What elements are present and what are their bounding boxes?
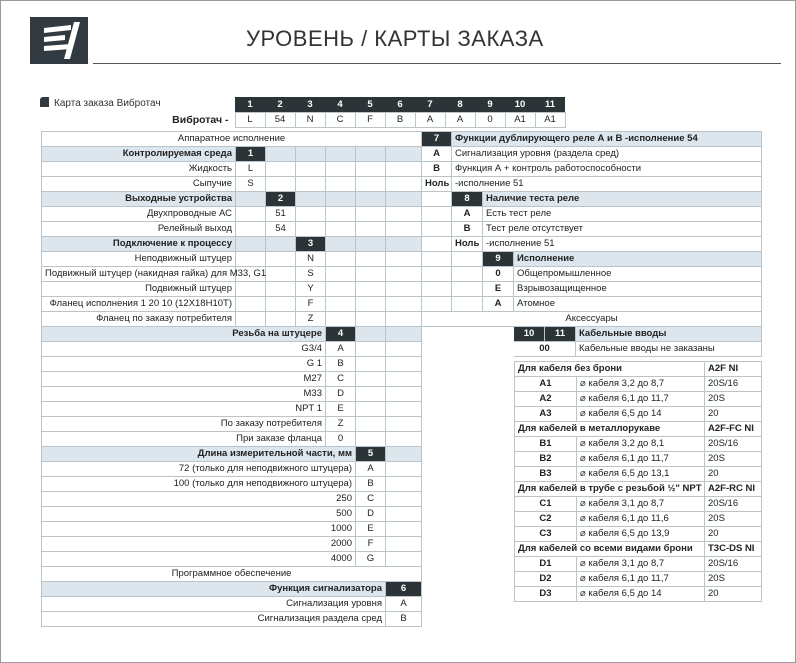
cable-desc [577, 527, 705, 542]
table-row [422, 267, 762, 282]
table-row [515, 377, 762, 392]
option-code: G [356, 552, 386, 567]
option-code: S [296, 267, 326, 282]
header-codes-row [41, 112, 565, 127]
section-header-9 [422, 252, 762, 267]
header-num: 10 [505, 97, 535, 112]
cable-group-header [515, 422, 762, 437]
section-number: 4 [326, 327, 356, 342]
diameter-icon: ⌀ [580, 573, 586, 585]
header-code: B [385, 112, 415, 127]
section-title: Подключение к процессу [42, 237, 236, 252]
diameter-icon: ⌀ [580, 378, 586, 390]
page-title: УРОВЕНЬ / КАРТЫ ЗАКАЗА [246, 26, 544, 51]
table-row [422, 222, 762, 237]
option-code: N [296, 252, 326, 267]
diameter-icon: ⌀ [580, 453, 586, 465]
header-num: 8 [445, 97, 475, 112]
cable-desc-text: кабеля 6,5 до 13,9 [588, 528, 670, 540]
cable-desc [577, 437, 705, 452]
cable-type: 20S [705, 512, 762, 527]
cable-desc-text: кабеля 6,1 до 11,7 [588, 393, 669, 405]
option-label: Тест реле отсутствует [483, 222, 762, 237]
cable-group-model: A2F-RC NI [705, 482, 762, 497]
table-row [42, 297, 422, 312]
option-code: S [236, 177, 266, 192]
cable-code: A2 [515, 392, 577, 407]
hardware-table [41, 131, 422, 627]
cable-group-label: Для кабеля без брони [515, 362, 705, 377]
cable-code: A3 [515, 407, 577, 422]
option-label: Релейный выход [42, 222, 236, 237]
table-row [42, 462, 422, 477]
cable-desc [577, 377, 705, 392]
table-row [42, 372, 422, 387]
section-number: 7 [422, 132, 452, 147]
diameter-icon: ⌀ [580, 393, 586, 405]
option-label: G 1 [42, 357, 326, 372]
cable-code: A1 [515, 377, 577, 392]
option-label: Взрывозащищенное [514, 282, 762, 297]
header-num: 7 [415, 97, 445, 112]
option-code: C [326, 372, 356, 387]
table-row [42, 162, 422, 177]
section-header-4 [42, 327, 422, 342]
cable-type: 20S [705, 392, 762, 407]
option-code: B [422, 162, 452, 177]
software-heading: Программное обеспечение [42, 567, 422, 582]
cable-type: 20 [705, 527, 762, 542]
cable-desc [577, 497, 705, 512]
table-row [515, 467, 762, 482]
cable-desc [577, 467, 705, 482]
cable-type: 20 [705, 587, 762, 602]
option-label: Есть тест реле [483, 207, 762, 222]
cable-code: D3 [515, 587, 577, 602]
section-title: Выходные устройства [42, 192, 236, 207]
table-row [42, 342, 422, 357]
cable-code: D2 [515, 572, 577, 587]
cable-desc [577, 407, 705, 422]
option-label: Общепромышленное [514, 267, 762, 282]
table-row [515, 587, 762, 602]
logo-icon [30, 17, 88, 64]
section-title: Резьба на штуцере [42, 327, 326, 342]
cable-group-header [515, 542, 762, 557]
option-code: D [356, 507, 386, 522]
option-code: C [356, 492, 386, 507]
cable-desc [577, 452, 705, 467]
cable-desc-text: кабеля 6,5 до 14 [588, 588, 662, 600]
section-number: 5 [356, 447, 386, 462]
cable-group-model: T3C-DS NI [705, 542, 762, 557]
option-label: M27 [42, 372, 326, 387]
option-label: По заказу потребителя [42, 417, 326, 432]
section-title: Исполнение [514, 252, 762, 267]
cable-group-header [515, 362, 762, 377]
option-label: Неподвижный штуцер [42, 252, 236, 267]
table-row [42, 477, 422, 492]
option-code: B [356, 477, 386, 492]
option-label: Сигнализация уровня [42, 597, 386, 612]
section-header-3 [42, 237, 422, 252]
cable-group-model: A2F NI [705, 362, 762, 377]
section-title: Функции дублирующего реле А и В -исполнение 54 [452, 132, 762, 147]
table-row [422, 147, 762, 162]
option-label: G3/4 [42, 342, 326, 357]
cable-group-header [515, 482, 762, 497]
order-code-header [41, 97, 566, 128]
table-row [42, 507, 422, 522]
option-label: -исполнение 51 [483, 237, 762, 252]
diameter-icon: ⌀ [580, 513, 586, 525]
option-label: 4000 [42, 552, 356, 567]
option-code: A [422, 147, 452, 162]
table-row [422, 282, 762, 297]
option-label: Фланец исполнения 1 20 10 (12Х18Н10Т) [42, 297, 236, 312]
cable-desc-text: кабеля 3,2 до 8,7 [588, 378, 665, 390]
title-divider [93, 63, 781, 64]
table-row [422, 162, 762, 177]
header-num: 9 [475, 97, 505, 112]
diameter-icon: ⌀ [580, 438, 586, 450]
table-row [422, 207, 762, 222]
header-code: N [295, 112, 325, 127]
header-num: 5 [355, 97, 385, 112]
cable-desc-text: кабеля 6,1 до 11,7 [588, 573, 669, 585]
option-code: D [326, 387, 356, 402]
option-label: Атомное [514, 297, 762, 312]
option-code: L [236, 162, 266, 177]
cable-desc-text: кабеля 6,5 до 14 [588, 408, 662, 420]
section-header-5 [42, 447, 422, 462]
table-row [515, 527, 762, 542]
option-label: При заказе фланца [42, 432, 326, 447]
option-code: 51 [266, 207, 296, 222]
header-code: A [415, 112, 445, 127]
table-row [42, 567, 422, 582]
cable-desc [577, 572, 705, 587]
header-code: A [445, 112, 475, 127]
option-code: F [296, 297, 326, 312]
section-header-8 [422, 192, 762, 207]
table-row [515, 407, 762, 422]
option-code: Ноль [452, 237, 483, 252]
cable-type: 20 [705, 407, 762, 422]
section-header-2 [42, 192, 422, 207]
table-row [422, 237, 762, 252]
table-row [515, 392, 762, 407]
cable-groups [515, 362, 762, 602]
card-title-text: Карта заказа Вибротач [54, 98, 161, 109]
option-code: Z [296, 312, 326, 327]
table-row [42, 132, 422, 147]
option-code: E [326, 402, 356, 417]
section-title: Длина измерительной части, мм [42, 447, 356, 462]
table-row [42, 537, 422, 552]
section-number: 2 [266, 192, 296, 207]
cable-group-label: Для кабелей со всеми видами брони [515, 542, 705, 557]
diameter-icon: ⌀ [580, 558, 586, 570]
table-row [42, 207, 422, 222]
option-code: 0 [326, 432, 356, 447]
option-label: Фланец по заказу потребителя [42, 312, 236, 327]
cable-desc [577, 512, 705, 527]
cable-group-label: Для кабелей в трубе с резьбой ½" NPT [515, 482, 705, 497]
option-code: B [326, 357, 356, 372]
cable-desc-text: кабеля 3,2 до 8,1 [588, 438, 665, 450]
cable-type: 20S/16 [705, 437, 762, 452]
cable-code: C3 [515, 527, 577, 542]
cable-group-model: A2F-FC NI [705, 422, 762, 437]
option-code: A [483, 297, 514, 312]
option-label: 500 [42, 507, 356, 522]
section-header-6 [42, 582, 422, 597]
table-row [515, 497, 762, 512]
section-number: 9 [483, 252, 514, 267]
table-row [42, 222, 422, 237]
diameter-icon: ⌀ [580, 528, 586, 540]
option-code: 54 [266, 222, 296, 237]
functions-table [421, 131, 762, 357]
option-label: M33 [42, 387, 326, 402]
table-row [42, 492, 422, 507]
header-spacer [41, 97, 235, 112]
section-header-10-11 [422, 327, 762, 342]
table-row [42, 432, 422, 447]
option-code: B [386, 612, 422, 627]
table-row [42, 177, 422, 192]
option-code: A [386, 597, 422, 612]
header-num: 11 [535, 97, 565, 112]
table-row [515, 452, 762, 467]
cable-type: 20S/16 [705, 377, 762, 392]
cable-desc-text: кабеля 6,1 до 11,6 [588, 513, 669, 525]
section-header-7 [422, 132, 762, 147]
table-row [42, 312, 422, 327]
header-num: 6 [385, 97, 415, 112]
table-row [422, 342, 762, 357]
option-label: 72 (только для неподвижного штуцера) [42, 462, 356, 477]
table-row [42, 387, 422, 402]
header-num: 1 [235, 97, 265, 112]
diameter-icon: ⌀ [580, 498, 586, 510]
option-label: NPT 1 [42, 402, 326, 417]
diameter-icon: ⌀ [580, 408, 586, 420]
option-code: A [326, 342, 356, 357]
section-number: 1 [236, 147, 266, 162]
header-num: 3 [295, 97, 325, 112]
cable-code: C2 [515, 512, 577, 527]
option-label: 2000 [42, 537, 356, 552]
table-row [42, 402, 422, 417]
option-code: Ноль [422, 177, 452, 192]
cable-entries-table [514, 361, 762, 602]
option-code: 0 [483, 267, 514, 282]
option-code: A [452, 207, 483, 222]
table-row [422, 297, 762, 312]
cable-desc-text: кабеля 6,5 до 13,1 [588, 468, 670, 480]
diameter-icon: ⌀ [580, 588, 586, 600]
cable-desc-text: кабеля 6,1 до 11,7 [588, 453, 669, 465]
option-label: Подвижный штуцер (накидная гайка) для М33, G1 [42, 267, 236, 282]
cable-code: C1 [515, 497, 577, 512]
cable-desc [577, 557, 705, 572]
section-title: Наличие теста реле [483, 192, 762, 207]
hardware-heading: Аппаратное исполнение [42, 132, 422, 147]
option-code: B [452, 222, 483, 237]
option-label: Подвижный штуцер [42, 282, 236, 297]
diameter-icon: ⌀ [580, 468, 586, 480]
header-code: 0 [475, 112, 505, 127]
option-label: 1000 [42, 522, 356, 537]
table-row [515, 557, 762, 572]
header-code: L [235, 112, 265, 127]
section-title: Контролируемая среда [42, 147, 236, 162]
option-code: F [356, 537, 386, 552]
table-row [42, 612, 422, 627]
cable-type: 20S/16 [705, 497, 762, 512]
table-row [42, 552, 422, 567]
option-label: Сигнализация уровня (раздела сред) [452, 147, 762, 162]
table-row [42, 267, 422, 282]
table-row [42, 252, 422, 267]
option-label: Сигнализация раздела сред [42, 612, 386, 627]
section-number: 6 [386, 582, 422, 597]
section-header-1 [42, 147, 422, 162]
table-row [42, 522, 422, 537]
option-label: 250 [42, 492, 356, 507]
table-row [42, 597, 422, 612]
cable-desc [577, 392, 705, 407]
section-number: 10 [514, 327, 545, 342]
cable-code: B3 [515, 467, 577, 482]
section-number: 11 [545, 327, 576, 342]
header-code: 54 [265, 112, 295, 127]
table-row [422, 177, 762, 192]
cable-type: 20S [705, 452, 762, 467]
table-row [422, 312, 762, 327]
option-label: Сыпучие [42, 177, 236, 192]
option-label: 100 (только для неподвижного штуцера) [42, 477, 356, 492]
option-code: Z [326, 417, 356, 432]
table-row [515, 512, 762, 527]
cable-code: B1 [515, 437, 577, 452]
option-label: -исполнение 51 [452, 177, 762, 192]
option-code: E [356, 522, 386, 537]
option-code: A [356, 462, 386, 477]
header-num: 2 [265, 97, 295, 112]
cable-type: 20 [705, 467, 762, 482]
cable-group-label: Для кабелей в металлорукаве [515, 422, 705, 437]
section-title: Функция сигнализатора [42, 582, 386, 597]
cable-desc-text: кабеля 3,1 до 8,7 [588, 498, 665, 510]
section-number: 3 [296, 237, 326, 252]
header-numbers-row [41, 97, 565, 112]
option-label: Жидкость [42, 162, 236, 177]
option-code: Y [296, 282, 326, 297]
cable-desc-text: кабеля 3,1 до 8,7 [588, 558, 665, 570]
table-row [515, 437, 762, 452]
option-code: E [483, 282, 514, 297]
header-code: F [355, 112, 385, 127]
section-title: Кабельные вводы [576, 327, 762, 342]
table-row [515, 572, 762, 587]
company-logo [30, 17, 88, 64]
option-label: Функция А + контроль работоспособности [452, 162, 762, 177]
cable-code: B2 [515, 452, 577, 467]
option-label: Кабельные вводы не заказаны [576, 342, 762, 357]
cable-type: 20S/16 [705, 557, 762, 572]
option-label: Двухпроводные АС [42, 207, 236, 222]
section-number: 8 [452, 192, 483, 207]
table-row [42, 417, 422, 432]
cable-desc [577, 587, 705, 602]
header-num: 4 [325, 97, 355, 112]
accessories-heading: Аксессуары [422, 312, 762, 327]
table-row [42, 282, 422, 297]
header-code: A1 [505, 112, 535, 127]
option-code: 00 [514, 342, 576, 357]
cable-type: 20S [705, 572, 762, 587]
product-label: Вибротач - [172, 113, 229, 126]
header-code: A1 [535, 112, 565, 127]
table-row [42, 357, 422, 372]
cable-code: D1 [515, 557, 577, 572]
header-code: C [325, 112, 355, 127]
